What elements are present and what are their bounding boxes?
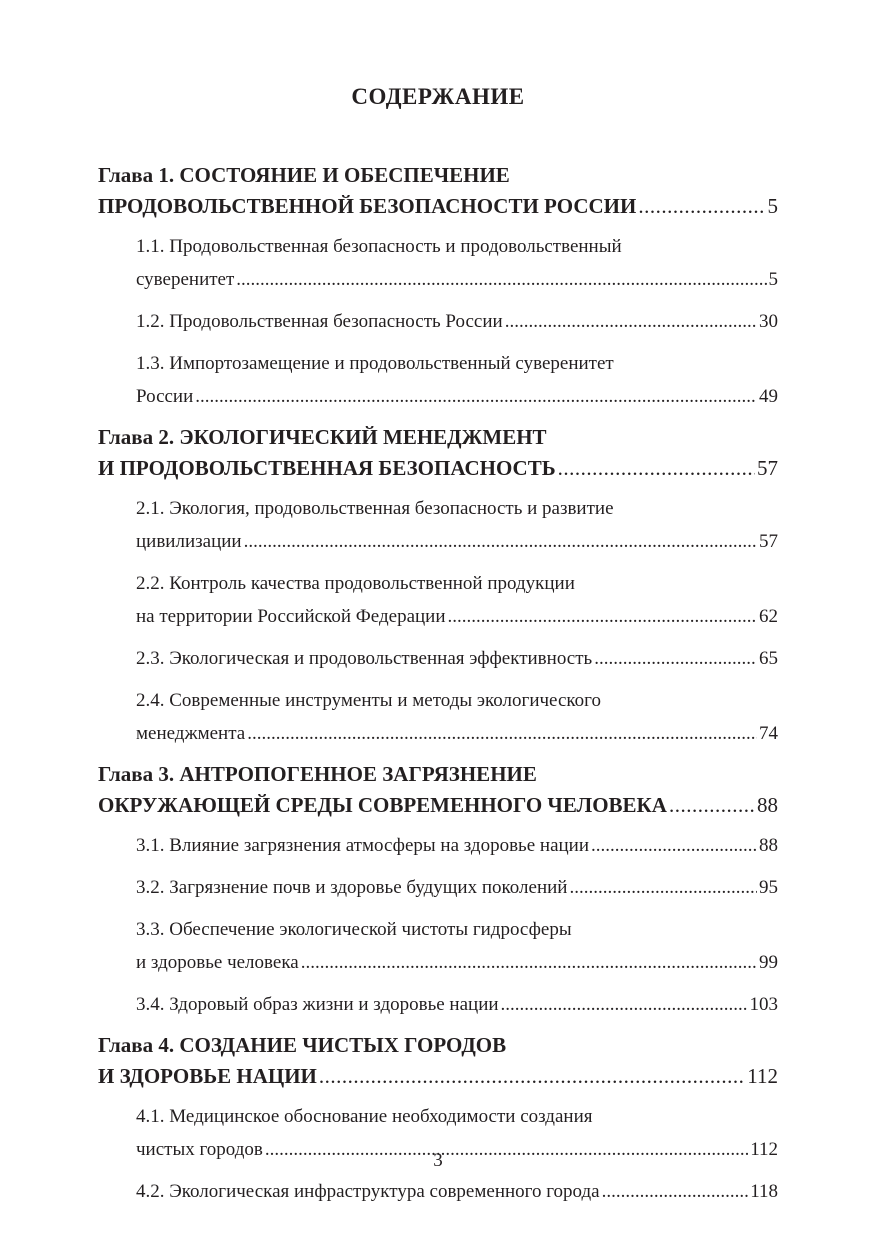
dot-leader	[236, 263, 766, 296]
dot-leader	[244, 525, 757, 558]
toc-section-entry[interactable]	[136, 1175, 778, 1208]
toc-section-entry[interactable]	[136, 988, 778, 1021]
toc-entry-leader-row	[136, 525, 778, 558]
toc-page-ref: 88	[759, 835, 778, 856]
dot-leader	[594, 642, 757, 675]
dot-leader	[669, 790, 755, 821]
toc-section-entry[interactable]	[136, 305, 778, 338]
toc-entry-title: И ПРОДОВОЛЬСТВЕННАЯ БЕЗОПАСНОСТЬ	[98, 456, 556, 480]
toc-chapter-entry[interactable]	[98, 160, 778, 222]
toc-entry-title: И ЗДОРОВЬЕ НАЦИИ	[98, 1064, 317, 1088]
dot-leader	[501, 988, 748, 1021]
toc-entry-title: ПРОДОВОЛЬСТВЕННОЙ БЕЗОПАСНОСТИ РОССИИ	[98, 194, 637, 218]
toc-entry-line: 1.1. Продовольственная безопасность и продовольственный	[136, 236, 622, 257]
toc-page-ref: 99	[759, 952, 778, 973]
toc-page-ref: 112	[750, 1139, 778, 1160]
toc-page-ref: 57	[757, 456, 778, 480]
toc-entry-title: 3.2. Загрязнение почв и здоровье будущих поколений	[136, 877, 568, 898]
toc-page-ref: 57	[759, 531, 778, 552]
toc-page-ref: 103	[749, 994, 778, 1015]
toc-entry-leader-row	[136, 263, 778, 296]
toc-page-ref: 5	[767, 194, 778, 218]
toc-entry-leader-row	[136, 1175, 778, 1208]
toc-entry-line: 4.1. Медицинское обоснование необходимости создания	[136, 1106, 593, 1127]
toc-entry-title: 1.2. Продовольственная безопасность России	[136, 311, 503, 332]
toc-section-entry[interactable]	[136, 913, 778, 979]
dot-leader	[638, 191, 765, 222]
toc-entry-title: суверенитет	[136, 269, 235, 290]
toc-page-ref: 74	[759, 723, 778, 744]
toc-entry-title: России	[136, 386, 194, 407]
toc-page-ref: 49	[759, 386, 778, 407]
page-title: СОДЕРЖАНИЕ	[351, 84, 525, 109]
toc-page-ref: 30	[759, 311, 778, 332]
toc-entry-line: 2.2. Контроль качества продовольственной продукции	[136, 573, 575, 594]
toc-entry-leader-row	[136, 717, 778, 750]
toc-entry-leader-row	[136, 829, 778, 862]
toc-entry-leader-row	[136, 988, 778, 1021]
toc-entry-line: 3.3. Обеспечение экологической чистоты гидросферы	[136, 919, 572, 940]
toc-entry-title: ОКРУЖАЮЩЕЙ СРЕДЫ СОВРЕМЕННОГО ЧЕЛОВЕКА	[98, 793, 667, 817]
toc-section-entry[interactable]	[136, 829, 778, 862]
toc-entry-leader-row	[136, 871, 778, 904]
page-number: 3	[433, 1150, 443, 1171]
toc-entry-title: 3.4. Здоровый образ жизни и здоровье нации	[136, 994, 499, 1015]
toc-entry-line: Глава 1. СОСТОЯНИЕ И ОБЕСПЕЧЕНИЕ	[98, 163, 510, 187]
toc-section-entry[interactable]	[136, 642, 778, 675]
toc-entry-title: 4.2. Экологическая инфраструктура современного города	[136, 1181, 600, 1202]
toc-entry-line: 2.4. Современные инструменты и методы экологического	[136, 690, 601, 711]
dot-leader	[591, 829, 757, 862]
toc-section-entry[interactable]	[136, 230, 778, 296]
dot-leader	[448, 600, 757, 633]
dot-leader	[301, 946, 757, 979]
toc-entry-line: 1.3. Импортозамещение и продовольственный суверенитет	[136, 353, 614, 374]
toc-entry-line: 2.1. Экология, продовольственная безопасность и развитие	[136, 498, 614, 519]
dot-leader	[569, 871, 757, 904]
toc-page-ref: 118	[750, 1181, 778, 1202]
toc-entry-leader-row	[136, 946, 778, 979]
toc-entry-title: на территории Российской Федерации	[136, 606, 446, 627]
toc-entry-line: Глава 4. СОЗДАНИЕ ЧИСТЫХ ГОРОДОВ	[98, 1033, 507, 1057]
toc-entry-leader-row	[98, 453, 778, 484]
toc-chapter-entry[interactable]	[98, 759, 778, 821]
toc-section-entry[interactable]	[136, 567, 778, 633]
toc-entry-leader-row	[136, 380, 778, 413]
toc-entry-leader-row	[98, 1061, 778, 1092]
table-of-contents	[98, 160, 778, 1217]
toc-section-entry[interactable]	[136, 684, 778, 750]
toc-page-ref: 5	[768, 269, 778, 290]
toc-entry-title: 3.1. Влияние загрязнения атмосферы на здоровье нации	[136, 835, 590, 856]
toc-entry-title: цивилизации	[136, 531, 242, 552]
toc-entry-leader-row	[136, 642, 778, 675]
dot-leader	[195, 380, 757, 413]
toc-chapter-entry[interactable]	[98, 1030, 778, 1092]
dot-leader	[505, 305, 757, 338]
toc-page-ref: 65	[759, 648, 778, 669]
toc-entry-leader-row	[136, 305, 778, 338]
toc-entry-title: и здоровье человека	[136, 952, 299, 973]
dot-leader	[602, 1175, 749, 1208]
toc-entry-line: Глава 2. ЭКОЛОГИЧЕСКИЙ МЕНЕДЖМЕНТ	[98, 425, 547, 449]
toc-entry-title: 2.3. Экологическая и продовольственная эффективность	[136, 648, 593, 669]
toc-page-ref: 112	[747, 1064, 778, 1088]
toc-entry-leader-row	[136, 600, 778, 633]
toc-entry-line: Глава 3. АНТРОПОГЕННОЕ ЗАГРЯЗНЕНИЕ	[98, 762, 537, 786]
toc-section-entry[interactable]	[136, 871, 778, 904]
toc-entry-leader-row	[98, 790, 778, 821]
dot-leader	[558, 453, 755, 484]
toc-section-entry[interactable]	[136, 347, 778, 413]
toc-chapter-entry[interactable]	[98, 422, 778, 484]
toc-page-ref: 88	[757, 793, 778, 817]
dot-leader	[319, 1061, 745, 1092]
toc-page-ref: 95	[759, 877, 778, 898]
dot-leader	[247, 717, 757, 750]
toc-entry-title: чистых городов	[136, 1139, 263, 1160]
toc-page-ref: 62	[759, 606, 778, 627]
toc-entry-leader-row	[98, 191, 778, 222]
toc-entry-title: менеджмента	[136, 723, 246, 744]
toc-section-entry[interactable]	[136, 492, 778, 558]
